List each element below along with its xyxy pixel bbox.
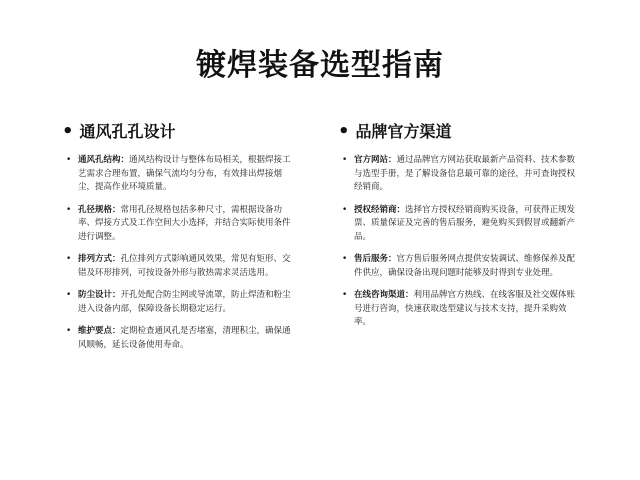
item-label: 售后服务： — [354, 254, 397, 264]
list-item — [62, 154, 294, 195]
section-ventilation — [62, 120, 294, 361]
section-title: 品牌官方渠道 — [355, 122, 452, 141]
item-text: 常用孔径规格包括多种尺寸，需根据设备功率、焊接方式及工作空间大小选择，并结合实际使用条件进行调整。 — [78, 204, 291, 242]
item-text: 通过品牌官方网站获取最新产品资料、技术参数与选型手册，是了解设备信息最可靠的途径，并可查询授权经销商。 — [354, 155, 576, 192]
item-text: 利用品牌官方热线、在线客服及社交媒体账号进行咨询，快速获取选型建议与技术支持，提升采购效率。 — [354, 290, 576, 327]
list-item — [338, 204, 578, 245]
list-item — [62, 325, 294, 352]
list-item — [338, 154, 578, 195]
item-text: 通风结构设计与整体布局相关，根据焊接工艺需求合理布置，确保气流均匀分布，有效排出焊接烟尘，提高作业环境质量。 — [78, 155, 291, 192]
item-text: 孔位排列方式影响通风效果，常见有矩形、交错及环形排列，可按设备外形与散热需求灵活选用。 — [78, 254, 291, 278]
section-bullet: • — [338, 121, 350, 142]
section-item-list — [338, 154, 578, 330]
item-label: 官方网站： — [354, 155, 397, 165]
item-text: 开孔处配合防尘网或导流罩，防止焊渣和粉尘进入设备内部，保障设备长期稳定运行。 — [78, 290, 291, 314]
item-label: 孔径规格： — [78, 204, 121, 215]
list-item — [338, 289, 578, 330]
list-item — [62, 289, 294, 316]
section-title: 通风孔孔设计 — [79, 122, 176, 141]
page-title: 镀焊装备选型指南 — [196, 48, 444, 83]
item-label: 通风孔结构： — [78, 155, 130, 165]
item-text: 官方售后服务网点提供安装调试、维修保养及配件供应，确保设备出现问题时能够及时得到专业处理。 — [354, 254, 576, 278]
section-header — [62, 120, 294, 144]
item-label: 防尘设计： — [78, 290, 121, 300]
item-label: 在线咨询渠道： — [354, 290, 414, 300]
section-item-list — [62, 154, 294, 352]
item-text: 选择官方授权经销商购买设备，可获得正规发票、质量保证及完善的售后服务，避免购买到假冒或翻新产品。 — [354, 204, 576, 242]
list-item — [62, 204, 294, 245]
section-header — [338, 120, 578, 144]
item-label: 维护要点： — [78, 326, 121, 336]
item-label: 排列方式： — [78, 254, 121, 264]
list-item — [62, 253, 294, 280]
item-text: 定期检查通风孔是否堵塞，清理积尘，确保通风顺畅，延长设备使用寿命。 — [78, 326, 291, 350]
item-label: 授权经销商： — [354, 204, 406, 215]
section-bullet: • — [62, 121, 74, 142]
list-item — [338, 253, 578, 280]
section-official-channels — [338, 120, 578, 339]
